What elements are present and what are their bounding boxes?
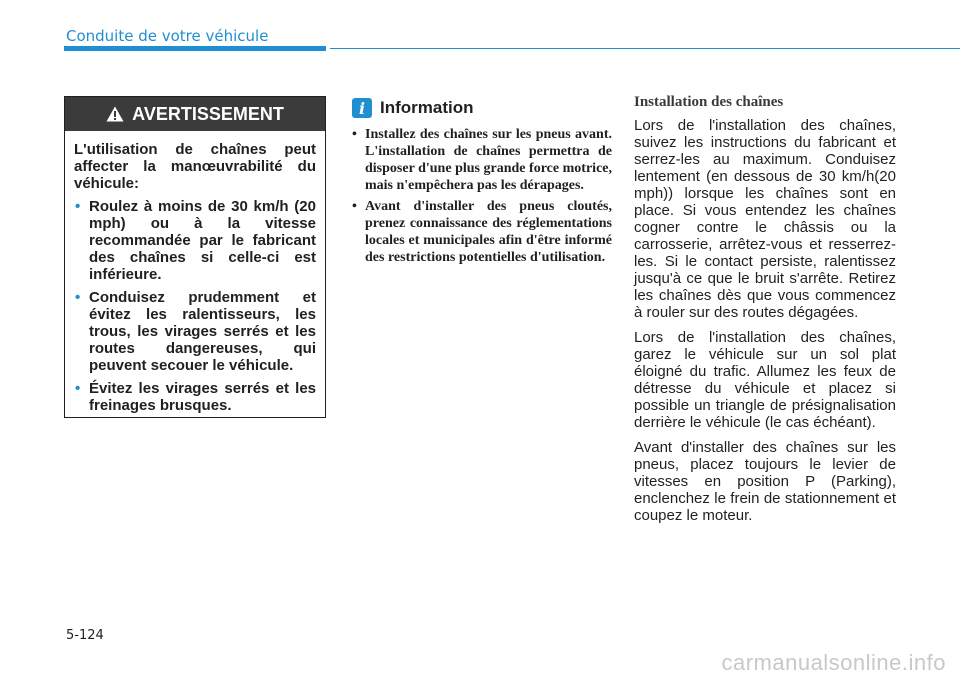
warning-list-item: • Roulez à moins de 30 km/h (20 mph) ou à la vitesse recommandée par le fabricant des chaînes si celle-ci est inférieure. [75, 198, 316, 283]
page-number: 5-124 [66, 628, 104, 643]
warning-title: AVERTISSEMENT [132, 103, 284, 124]
header-accent-bar [64, 46, 326, 51]
warning-list [74, 198, 316, 414]
warning-body [65, 131, 325, 414]
information-list-item: • Installez des chaînes sur les pneus avant. L'installation de chaînes permettra de disposer d'une plus grande force motrice, mais n'empêchera pas les dérapages. [352, 127, 612, 193]
information-block [352, 96, 612, 270]
warning-list-item: • Évitez les virages serrés et les freinages brusques. [75, 380, 316, 414]
warning-intro: L'utilisation de chaînes peut affecter la manœuvrabilité du véhicule: [74, 141, 316, 192]
warning-list-item: • Conduisez prudemment et évitez les ralentisseurs, les trous, les virages serrés et les routes dangereuses, qui peuvent secouer le véhicule. [75, 289, 316, 374]
information-list [352, 126, 612, 266]
bullet-icon: • [352, 199, 357, 214]
watermark: carmanualsonline.info [721, 650, 946, 675]
header-rule [330, 48, 960, 49]
bullet-icon: • [75, 380, 81, 397]
warning-header [65, 97, 325, 131]
information-list-item: • Avant d'installer des pneus cloutés, prenez connaissance des réglementations locales et municipales afin d'être informé des restrictions potentielles d'utilisation. [352, 199, 612, 265]
warning-box [64, 96, 326, 418]
bullet-icon: • [75, 289, 81, 306]
installation-section [634, 94, 896, 532]
bullet-icon: • [352, 127, 357, 142]
section-header-title: Conduite de votre véhicule [66, 27, 269, 45]
installation-title: Installation des chaînes [634, 94, 784, 110]
warning-triangle-icon [106, 106, 124, 122]
installation-paragraph: Avant d'installer des chaînes sur les pneus, placez toujours le levier de vitesses en position P (Parking), enclenchez le frein de stationnement et coupez le moteur. [634, 439, 896, 524]
bullet-icon: • [75, 198, 81, 215]
installation-paragraph: Lors de l'installation des chaînes, garez le véhicule sur un sol plat éloigné du trafic. Allumez les feux de détresse du véhicule et placez si possible un triangle de présignalisation derrière le véhicule (le cas échéant). [634, 329, 896, 431]
information-title: Information [380, 98, 474, 117]
info-icon: i [352, 98, 372, 118]
installation-paragraph: Lors de l'installation des chaînes, suivez les instructions du fabricant et serrez-les au maximum. Conduisez lentement (en dessous de 30 km/h(20 mph)) lorsque les chaînes sont en place. Si vous entendez les chaînes cogner contre le châssis ou la carrosserie, arrêtez-vous et resserrez-les. Si le contact persiste, ralentissez jusqu'à ce que le bruit s'arrête. Retirez les chaînes dès que vous commencez à rouler sur des routes dégagées. [634, 117, 896, 321]
information-header [352, 96, 612, 120]
